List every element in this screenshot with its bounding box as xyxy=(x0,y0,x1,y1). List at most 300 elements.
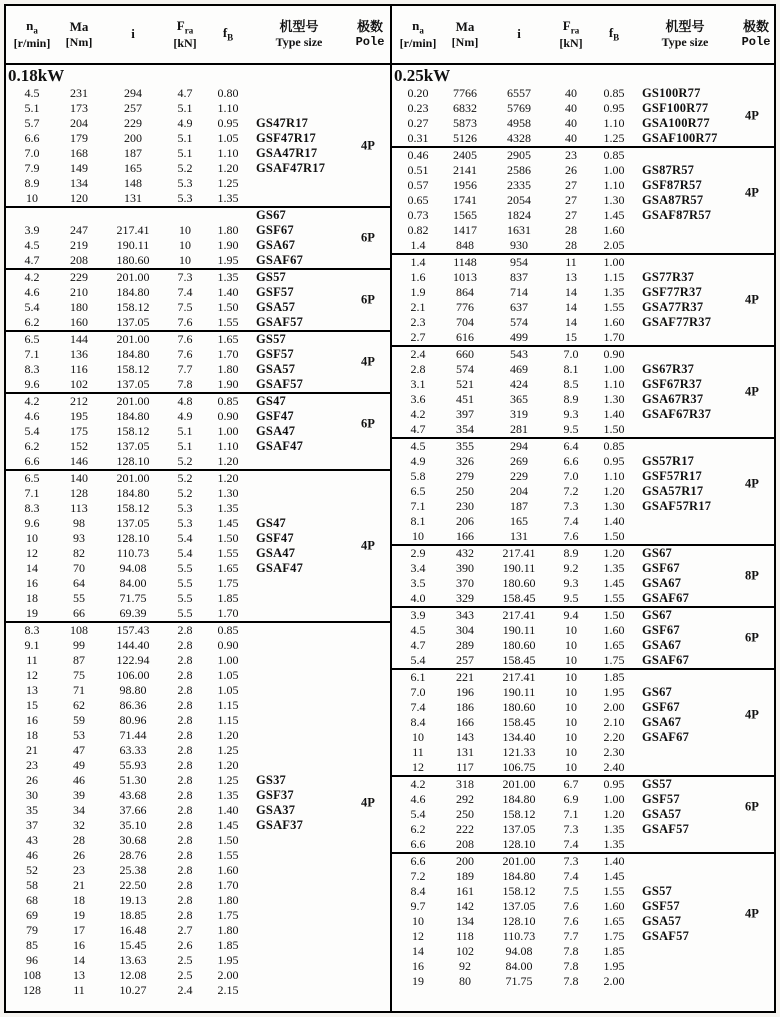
cell-fra: 7.2 xyxy=(563,484,579,498)
table-row xyxy=(394,255,774,270)
cell-ma: 1565 xyxy=(453,208,477,222)
cell-type-size: GS67 xyxy=(256,208,286,222)
cell-ma: 32 xyxy=(73,818,85,832)
cell-fb: 1.60 xyxy=(603,315,625,329)
cell-i: 714 xyxy=(510,285,528,299)
cell-fra: 4.7 xyxy=(177,86,193,100)
cell-fra: 10 xyxy=(565,670,577,684)
cell-na: 11 xyxy=(26,653,38,667)
pole-value: 4P xyxy=(361,354,375,369)
cell-ma: 134 xyxy=(456,914,474,928)
pole-value: 6P xyxy=(361,292,375,307)
cell-i: 128.10 xyxy=(116,531,150,545)
cell-fra: 5.5 xyxy=(177,561,193,575)
cell-type-size: GSF67 xyxy=(642,623,680,637)
cell-na: 5.8 xyxy=(410,469,426,483)
cell-fra: 4.8 xyxy=(177,394,193,408)
col-na-subscript: a xyxy=(33,25,38,36)
cell-na: 6.5 xyxy=(410,484,426,498)
cell-na: 1.4 xyxy=(410,238,426,252)
cell-type-size xyxy=(250,486,348,501)
cell-i: 71.75 xyxy=(119,591,147,605)
cell-fb: 1.80 xyxy=(217,362,239,376)
cell-na: 4.7 xyxy=(410,638,426,652)
cell-fb: 1.30 xyxy=(603,193,625,207)
cell-fra: 2.8 xyxy=(177,788,193,802)
cell-ma: 864 xyxy=(456,285,474,299)
cell-i: 30.68 xyxy=(119,833,147,847)
pole-value: 4P xyxy=(361,538,375,553)
cell-type-size: GSAF87R57 xyxy=(642,208,712,222)
cell-fb: 1.90 xyxy=(217,377,239,391)
cell-na: 9.6 xyxy=(24,516,40,530)
cell-type-size: GSA47 xyxy=(256,424,296,438)
cell-fra: 9.4 xyxy=(563,608,579,622)
cell-ma: 390 xyxy=(456,561,474,575)
cell-ma: 14 xyxy=(73,953,85,967)
cell-fra: 9.5 xyxy=(563,422,579,436)
cell-fra: 10 xyxy=(179,253,191,267)
cell-i: 158.12 xyxy=(116,362,150,376)
table-row xyxy=(394,270,774,285)
cell-na: 14 xyxy=(412,944,424,958)
cell-fb: 2.30 xyxy=(603,745,625,759)
cell-ma: 180 xyxy=(70,300,88,314)
cell-fb: 1.55 xyxy=(217,848,239,862)
cell-type-size: GSF87R57 xyxy=(642,178,702,192)
cell-na: 16 xyxy=(26,713,38,727)
cell-na: 7.0 xyxy=(410,685,426,699)
cell-fra: 7.4 xyxy=(563,869,579,883)
cell-ma: 18 xyxy=(73,893,85,907)
table-row xyxy=(8,908,390,923)
cell-fb: 1.20 xyxy=(603,484,625,498)
table-row xyxy=(394,514,774,529)
cell-i: 229 xyxy=(124,116,142,130)
cell-type-size: GSF57 xyxy=(642,899,680,913)
table-row xyxy=(394,469,774,484)
cell-i: 165 xyxy=(510,514,528,528)
cell-type-size: GS47 xyxy=(256,394,286,408)
cell-fb: 1.30 xyxy=(603,392,625,406)
table-row xyxy=(394,300,774,315)
cell-type-size: GS47R17 xyxy=(256,116,309,130)
cell-ma: 318 xyxy=(456,777,474,791)
cell-type-size: GS57R17 xyxy=(642,454,695,468)
table-row xyxy=(8,698,390,713)
table-row xyxy=(8,424,390,439)
cell-fra: 27 xyxy=(565,178,577,192)
cell-fb: 1.45 xyxy=(217,818,239,832)
cell-fb: 1.70 xyxy=(217,878,239,892)
cell-fra: 7.4 xyxy=(563,837,579,851)
cell-fra: 2.8 xyxy=(177,638,193,652)
table-row xyxy=(394,330,774,345)
cell-ma: 776 xyxy=(456,300,474,314)
table-row xyxy=(394,392,774,407)
table-row xyxy=(8,938,390,953)
table-row xyxy=(8,131,390,146)
cell-ma: 149 xyxy=(70,161,88,175)
cell-na: 13 xyxy=(26,683,38,697)
cell-type-size: GSAF77R37 xyxy=(642,315,712,329)
cell-na: 4.6 xyxy=(24,409,40,423)
cell-ma: 39 xyxy=(73,788,85,802)
cell-type-size: GSA57 xyxy=(256,300,296,314)
cell-i: 18.85 xyxy=(119,908,147,922)
cell-ma: 1741 xyxy=(453,193,477,207)
cell-type-size xyxy=(250,623,348,638)
cell-ma: 102 xyxy=(456,944,474,958)
cell-na: 7.4 xyxy=(410,700,426,714)
col-na-unit: [r/min] xyxy=(399,36,437,51)
cell-ma: 116 xyxy=(70,362,88,376)
cell-fb: 1.80 xyxy=(217,223,239,237)
table-row xyxy=(394,86,774,101)
cell-fra: 40 xyxy=(565,131,577,145)
cell-fra: 7.5 xyxy=(177,300,193,314)
cell-fb: 1.55 xyxy=(217,315,239,329)
cell-i: 158.12 xyxy=(116,300,150,314)
pole-value: 4P xyxy=(361,138,375,153)
table-row xyxy=(394,854,774,869)
cell-i: 201.00 xyxy=(116,394,150,408)
cell-type-size: GSF47R17 xyxy=(256,131,316,145)
cell-fb: 1.75 xyxy=(603,929,625,943)
cell-fra: 10 xyxy=(565,685,577,699)
col-fb-subscript: B xyxy=(227,32,234,43)
cell-ma: 161 xyxy=(456,884,474,898)
col-fra-subscript: ra xyxy=(570,25,580,36)
cell-ma: 49 xyxy=(73,758,85,772)
cell-na: 6.6 xyxy=(24,131,40,145)
ratio-block xyxy=(392,345,774,437)
table-row xyxy=(394,715,774,730)
cell-i: 180.60 xyxy=(502,700,536,714)
cell-type-size: GSF47 xyxy=(256,409,294,423)
cell-i: 180.60 xyxy=(116,253,150,267)
cell-na: 1.4 xyxy=(410,255,426,269)
cell-fb: 1.60 xyxy=(603,899,625,913)
cell-na: 1.6 xyxy=(410,270,426,284)
cell-fra: 5.3 xyxy=(177,191,193,205)
cell-type-size: GSAF37 xyxy=(256,818,304,832)
cell-ma: 16 xyxy=(73,938,85,952)
cell-fra: 2.8 xyxy=(177,623,193,637)
table-row xyxy=(394,561,774,576)
cell-fra: 7.7 xyxy=(177,362,193,376)
cell-fb: 1.55 xyxy=(603,591,625,605)
cell-na: 0.57 xyxy=(407,178,429,192)
cell-type-size xyxy=(250,591,348,606)
cell-fra: 14 xyxy=(565,315,577,329)
cell-na: 4.5 xyxy=(410,623,426,637)
cell-fb: 1.90 xyxy=(217,238,239,252)
cell-fb: 1.85 xyxy=(217,938,239,952)
cell-ma: 146 xyxy=(70,454,88,468)
cell-na: 7.2 xyxy=(410,869,426,883)
cell-type-size xyxy=(250,576,348,591)
cell-fb: 0.85 xyxy=(603,439,625,453)
cell-fb: 1.25 xyxy=(603,131,625,145)
cell-na: 2.8 xyxy=(410,362,426,376)
cell-type-size: GSAF67 xyxy=(642,591,690,605)
table-row xyxy=(394,807,774,822)
table-row xyxy=(394,315,774,330)
cell-i: 137.05 xyxy=(116,516,150,530)
cell-fra: 9.2 xyxy=(563,561,579,575)
cell-na: 4.7 xyxy=(24,253,40,267)
cell-fb: 1.25 xyxy=(217,743,239,757)
cell-fb: 0.85 xyxy=(603,148,625,162)
cell-i: 144.40 xyxy=(116,638,150,652)
pole-value: 4P xyxy=(745,906,759,921)
cell-fra: 2.8 xyxy=(177,728,193,742)
cell-na: 5.7 xyxy=(24,116,40,130)
cell-fra: 2.8 xyxy=(177,668,193,682)
cell-fb: 1.75 xyxy=(217,908,239,922)
cell-ma: 289 xyxy=(456,638,474,652)
cell-type-size xyxy=(636,330,734,345)
cell-ma: 11 xyxy=(73,983,85,997)
blocks-right xyxy=(392,86,774,989)
pole-value: 4P xyxy=(361,795,375,810)
pole-value: 4P xyxy=(745,185,759,200)
cell-i: 55.93 xyxy=(119,758,147,772)
cell-type-size: GS67 xyxy=(642,608,672,622)
cell-fra: 6.4 xyxy=(563,439,579,453)
cell-i: 137.05 xyxy=(116,377,150,391)
table-row xyxy=(394,407,774,422)
cell-fra: 5.5 xyxy=(177,576,193,590)
cell-na: 6.2 xyxy=(24,315,40,329)
cell-i: 469 xyxy=(510,362,528,376)
cell-fra: 14 xyxy=(565,300,577,314)
cell-type-size: GS37 xyxy=(256,773,286,787)
cell-fra: 13 xyxy=(565,270,577,284)
cell-i: 217.41 xyxy=(116,223,150,237)
cell-fb: 0.95 xyxy=(603,454,625,468)
ratio-block xyxy=(392,775,774,852)
cell-fb: 1.40 xyxy=(603,854,625,868)
cell-ma: 99 xyxy=(73,638,85,652)
cell-i: 131 xyxy=(124,191,142,205)
cell-fb: 1.60 xyxy=(217,863,239,877)
cell-ma: 53 xyxy=(73,728,85,742)
cell-i: 190.11 xyxy=(502,561,536,575)
cell-type-size xyxy=(250,938,348,953)
cell-i: 257 xyxy=(124,101,142,115)
cell-na: 69 xyxy=(26,908,38,922)
cell-fb: 1.00 xyxy=(603,792,625,806)
cell-ma: 343 xyxy=(456,608,474,622)
cell-i: 365 xyxy=(510,392,528,406)
cell-fb: 1.15 xyxy=(217,713,239,727)
cell-i: 954 xyxy=(510,255,528,269)
cell-i: 200 xyxy=(124,131,142,145)
cell-na: 0.46 xyxy=(407,148,429,162)
cell-i: 499 xyxy=(510,330,528,344)
cell-type-size: GSA67 xyxy=(642,715,682,729)
col-fra-label: $F_{ra}$ xyxy=(176,17,194,36)
cell-na: 0.20 xyxy=(407,86,429,100)
cell-type-size: GSF67 xyxy=(642,561,680,575)
cell-na: 8.3 xyxy=(24,623,40,637)
cell-type-size xyxy=(636,529,734,544)
table-row xyxy=(394,377,774,392)
cell-ma: 5873 xyxy=(453,116,477,130)
cell-na: 9.7 xyxy=(410,899,426,913)
table-row xyxy=(8,683,390,698)
table-row xyxy=(394,148,774,163)
cell-ma: 7766 xyxy=(453,86,477,100)
cell-type-size xyxy=(636,238,734,253)
cell-na: 0.27 xyxy=(407,116,429,130)
cell-type-size xyxy=(250,728,348,743)
cell-na: 0.65 xyxy=(407,193,429,207)
cell-ma xyxy=(56,208,102,223)
cell-ma: 140 xyxy=(70,471,88,485)
cell-na: 5.4 xyxy=(410,653,426,667)
cell-type-size: GS87R57 xyxy=(642,163,695,177)
cell-ma: 102 xyxy=(70,377,88,391)
cell-na: 5.1 xyxy=(24,101,40,115)
table-row xyxy=(8,848,390,863)
pole-value: 4P xyxy=(745,108,759,123)
cell-type-size xyxy=(636,422,734,437)
cell-na: 26 xyxy=(26,773,38,787)
cell-fb: 2.15 xyxy=(217,983,239,997)
cell-i: 128.10 xyxy=(502,837,536,851)
cell-i: 294 xyxy=(124,86,142,100)
table-row xyxy=(8,377,390,392)
cell-fb: 1.35 xyxy=(603,285,625,299)
cell-na: 16 xyxy=(26,576,38,590)
cell-i: 269 xyxy=(510,454,528,468)
cell-na: 108 xyxy=(23,968,41,982)
table-row xyxy=(8,439,390,454)
cell-na: 9.6 xyxy=(24,377,40,391)
cell-fb: 1.00 xyxy=(603,362,625,376)
cell-fb: 1.20 xyxy=(603,807,625,821)
cell-fb: 1.00 xyxy=(217,653,239,667)
table-row xyxy=(8,208,390,223)
table-row xyxy=(8,773,390,788)
cell-fb: 1.70 xyxy=(603,330,625,344)
cell-na: 3.6 xyxy=(410,392,426,406)
cell-na: 12 xyxy=(26,668,38,682)
cell-i: 1631 xyxy=(507,223,531,237)
cell-na: 10 xyxy=(412,730,424,744)
cell-i: 13.63 xyxy=(119,953,147,967)
table-row xyxy=(8,863,390,878)
cell-ma: 250 xyxy=(456,807,474,821)
cell-i: 184.80 xyxy=(116,409,150,423)
cell-na: 8.4 xyxy=(410,715,426,729)
ratio-block xyxy=(6,268,390,330)
cell-na: 7.1 xyxy=(24,486,40,500)
cell-type-size: GSF67 xyxy=(256,223,294,237)
col-na-subscript: a xyxy=(419,25,424,36)
cell-fb: 1.80 xyxy=(217,923,239,937)
cell-fb: 0.85 xyxy=(217,394,239,408)
cell-ma: 131 xyxy=(456,745,474,759)
cell-type-size xyxy=(250,86,348,101)
table-body xyxy=(6,65,774,1011)
cell-na: 6.1 xyxy=(410,670,426,684)
cell-ma: 80 xyxy=(459,974,471,988)
table-row xyxy=(8,394,390,409)
cell-type-size: GSAF67R37 xyxy=(642,407,712,421)
cell-na: 4.5 xyxy=(24,238,40,252)
cell-fra: 27 xyxy=(565,193,577,207)
table-row xyxy=(8,561,390,576)
cell-ma: 1148 xyxy=(453,255,477,269)
cell-fra: 2.8 xyxy=(177,863,193,877)
cell-fb: 1.20 xyxy=(217,161,239,175)
col-na-header xyxy=(394,18,442,52)
cell-ma: 19 xyxy=(73,908,85,922)
cell-na: 96 xyxy=(26,953,38,967)
col-fra-subscript: ra xyxy=(184,25,194,36)
cell-ma: 118 xyxy=(456,929,474,943)
table-row xyxy=(394,499,774,514)
cell-i: 98.80 xyxy=(119,683,147,697)
table-row xyxy=(8,653,390,668)
cell-i: 180.60 xyxy=(502,576,536,590)
cell-fra: 7.8 xyxy=(563,944,579,958)
cell-na: 10 xyxy=(26,531,38,545)
col-i-header xyxy=(102,26,164,42)
table-row xyxy=(394,623,774,638)
cell-fra: 7.8 xyxy=(177,377,193,391)
cell-fra: 11 xyxy=(565,255,577,269)
table-row xyxy=(394,959,774,974)
col-na-header xyxy=(8,18,56,52)
table-row xyxy=(8,176,390,191)
cell-fra: 2.8 xyxy=(177,713,193,727)
cell-fra: 6.6 xyxy=(563,454,579,468)
cell-type-size xyxy=(636,745,734,760)
cell-i: 217.41 xyxy=(502,670,536,684)
cell-ma: 6832 xyxy=(453,101,477,115)
col-ma-label: Ma xyxy=(455,18,475,34)
cell-na: 8.9 xyxy=(24,176,40,190)
cell-fra: 2.8 xyxy=(177,773,193,787)
cell-i: 201.00 xyxy=(116,332,150,346)
table-row xyxy=(394,223,774,238)
cell-ma: 186 xyxy=(456,700,474,714)
cell-type-size xyxy=(250,758,348,773)
cell-fra: 2.8 xyxy=(177,698,193,712)
cell-type-size: GSF47 xyxy=(256,531,294,545)
cell-na: 0.31 xyxy=(407,131,429,145)
cell-fb: 2.10 xyxy=(603,715,625,729)
table-row xyxy=(394,193,774,208)
cell-fra: 2.8 xyxy=(177,908,193,922)
table-row xyxy=(394,208,774,223)
cell-fb: 1.20 xyxy=(603,546,625,560)
cell-type-size xyxy=(250,471,348,486)
table-row xyxy=(8,788,390,803)
col-type-size-label: 机型号 xyxy=(665,18,705,34)
cell-type-size xyxy=(250,668,348,683)
cell-ma: 355 xyxy=(456,439,474,453)
table-row xyxy=(8,347,390,362)
cell-fb: 1.10 xyxy=(603,377,625,391)
col-fb-label: $f_B$ xyxy=(222,25,234,43)
cell-fb: 0.90 xyxy=(603,347,625,361)
